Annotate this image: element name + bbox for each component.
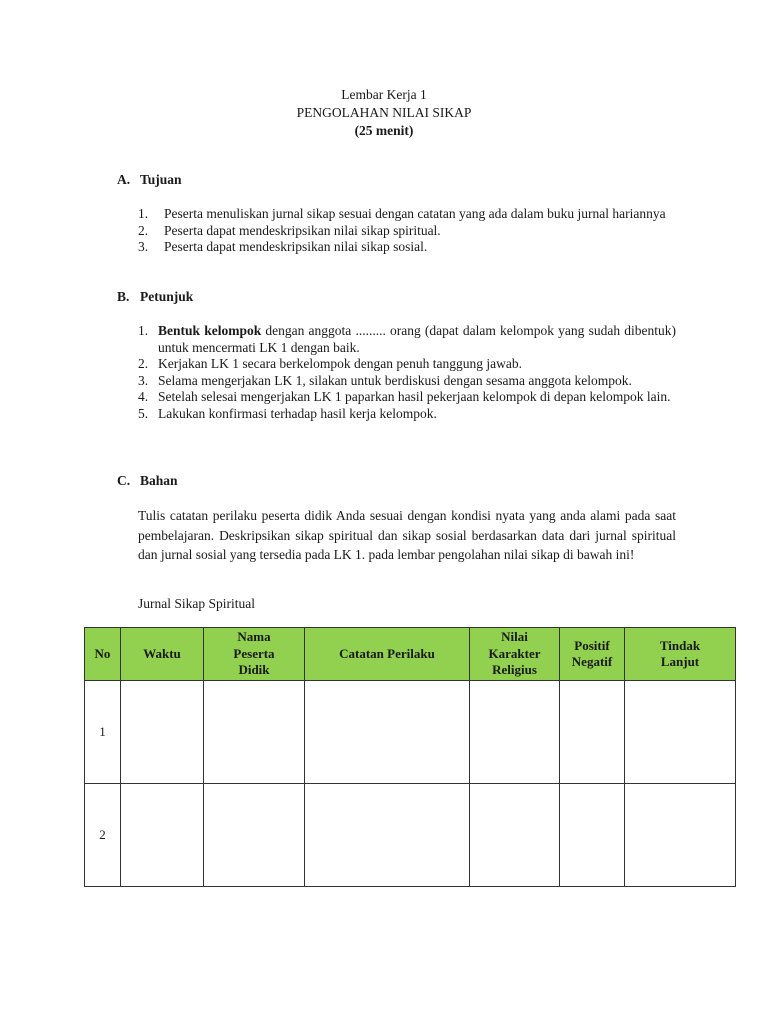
list-text: Selama mengerjakan LK 1, silakan untuk berdiskusi dengan sesama anggota kelompok. [158, 372, 632, 388]
list-item [138, 206, 676, 223]
title-line-1: Lembar Kerja 1 [341, 87, 427, 102]
list-text: dengan anggota ......... orang (dapat dalam kelompok yang sudah dibentuk) untuk mencermati LK 1 dengan baik. [158, 323, 676, 355]
list-number: 1. [138, 206, 149, 221]
cell-nama[interactable] [204, 784, 305, 887]
col-header-positif [560, 628, 625, 681]
section-c-title: Bahan [140, 473, 178, 488]
cell-nilai[interactable] [470, 681, 560, 784]
jurnal-sikap-table [84, 627, 736, 887]
list-item [138, 239, 676, 256]
petunjuk-list [138, 323, 676, 423]
cell-no: 1 [85, 681, 121, 784]
document-title [0, 86, 768, 140]
section-c-letter: C. [117, 473, 131, 488]
list-number: 1. [138, 323, 149, 338]
list-text: Kerjakan LK 1 secara berkelompok dengan penuh tanggung jawab. [158, 356, 522, 372]
col-header-nilai-text: Nilai Karakter Religius [488, 629, 541, 678]
section-a-letter: A. [117, 172, 131, 187]
list-text: Peserta dapat mendeskripsikan nilai sikap spiritual. [164, 222, 441, 238]
table-caption: Jurnal Sikap Spiritual [138, 596, 255, 611]
section-b-title: Petunjuk [140, 289, 194, 304]
cell-waktu[interactable] [121, 681, 204, 784]
cell-tindak[interactable] [625, 784, 736, 887]
section-a-heading [117, 172, 182, 188]
list-number: 3. [138, 372, 149, 388]
cell-catatan[interactable] [305, 681, 470, 784]
list-item [138, 223, 676, 240]
table-row [85, 681, 736, 784]
list-number: 3. [138, 239, 149, 255]
cell-catatan[interactable] [305, 784, 470, 887]
list-text: Peserta menuliskan jurnal sikap sesuai dengan catatan yang ada dalam buku jurnal hariannya [164, 206, 666, 221]
list-bold-text: Bentuk kelompok [158, 323, 262, 338]
cell-positif[interactable] [560, 681, 625, 784]
col-header-waktu: Waktu [121, 628, 204, 681]
col-header-tindak [625, 628, 736, 681]
list-text: Setelah selesai mengerjakan LK 1 paparkan hasil pekerjaan kelompok di depan kelompok lain. [158, 389, 671, 405]
list-item [138, 323, 676, 356]
bahan-paragraph: Tulis catatan perilaku peserta didik Anda sesuai dengan kondisi nyata yang anda alami pada saat pembelajaran. Deskripsikan sikap spiritual dan sikap sosial berdasarkan data dari jurnal spiritual dan jurnal sosial yang tersedia pada LK 1. pada lembar pengolahan nilai sikap di bawah ini! [138, 508, 676, 562]
col-header-nama [204, 628, 305, 681]
list-text: Peserta dapat mendeskripsikan nilai sikap sosial. [164, 239, 428, 255]
list-item [138, 389, 676, 406]
col-header-catatan: Catatan Perilaku [305, 628, 470, 681]
section-a-title: Tujuan [140, 172, 182, 187]
cell-positif[interactable] [560, 784, 625, 887]
list-number: 5. [138, 405, 149, 421]
col-header-positif-text: Positif Negatif [571, 637, 613, 669]
list-text: Lakukan konfirmasi terhadap hasil kerja kelompok. [158, 405, 437, 421]
list-item [138, 406, 676, 423]
col-header-nilai [470, 628, 560, 681]
list-number: 4. [138, 389, 149, 405]
list-item [138, 356, 676, 373]
section-b-letter: B. [117, 289, 130, 304]
section-c-heading [117, 473, 178, 489]
cell-nilai[interactable] [470, 784, 560, 887]
list-number: 2. [138, 356, 149, 372]
cell-no: 2 [85, 784, 121, 887]
col-header-tindak-text: Tindak Lanjut [659, 637, 701, 669]
col-header-nama-text: Nama Peserta Didik [233, 629, 275, 678]
list-number: 2. [138, 222, 149, 238]
cell-nama[interactable] [204, 681, 305, 784]
title-line-3: (25 menit) [354, 123, 414, 138]
section-b-heading [117, 289, 193, 305]
cell-tindak[interactable] [625, 681, 736, 784]
table-row [85, 784, 736, 887]
list-item [138, 373, 676, 390]
tujuan-list [138, 206, 676, 256]
cell-waktu[interactable] [121, 784, 204, 887]
title-line-2: PENGOLAHAN NILAI SIKAP [296, 105, 472, 120]
col-header-no: No [85, 628, 121, 681]
table-header-row [85, 628, 736, 681]
